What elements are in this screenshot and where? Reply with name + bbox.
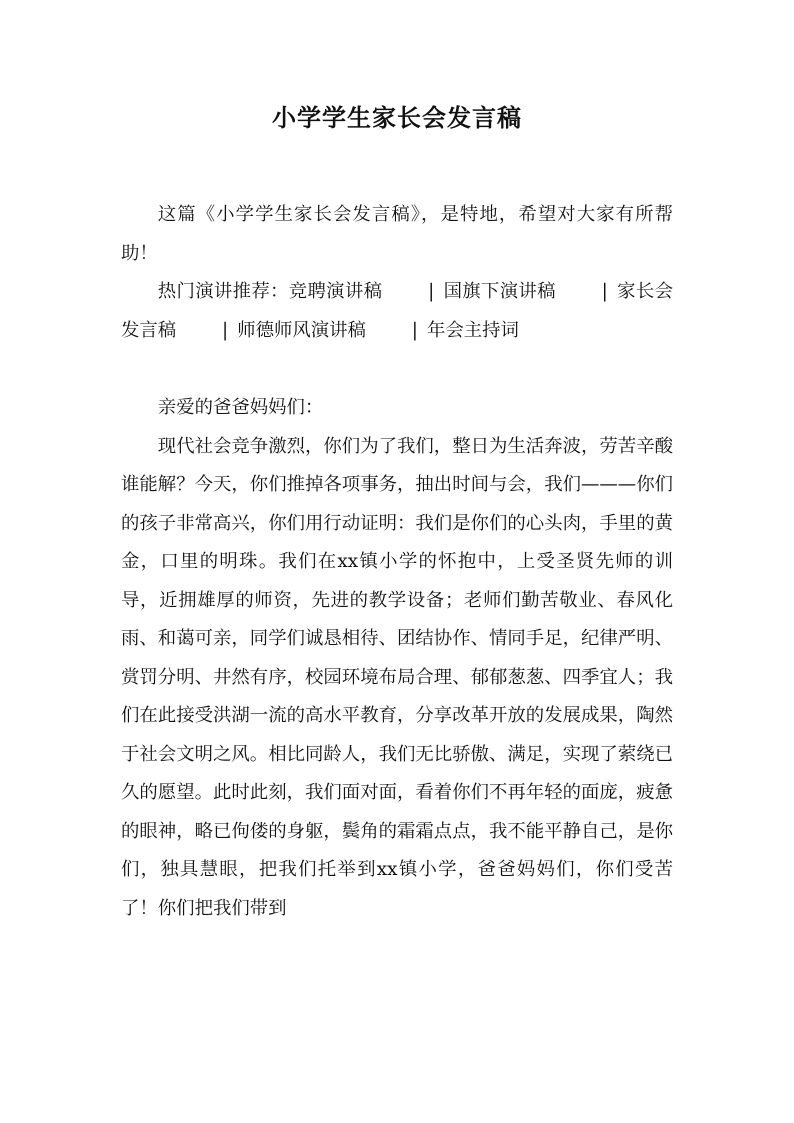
- hot-link-flag-speech[interactable]: 国旗下演讲稿: [443, 281, 556, 302]
- hot-link-parent-meeting-speech[interactable]: 家长会发言稿: [121, 281, 673, 341]
- document-title: 小学学生家长会发言稿: [272, 104, 522, 132]
- hot-link-teacher-ethics-speech[interactable]: 师德师风演讲稿: [237, 319, 366, 341]
- main-paragraph: 现代社会竞争激烈，你们为了我们，整日为生活奔波，劳苦辛酸谁能解？今天，你们推掉各项事务，抽出时间与会，我们———你们的孩子非常高兴，你们用行动证明：我们是你们的心头肉，手里的黄金，口里的明珠。我们在xx镇小学的怀抱中，上受圣贤先师的训导，近拥雄厚的师资，先进的教学设备；老师们勤苦敬业、春风化雨、和蔼可亲，同学们诚恳相待、团结协作、情同手足，纪律严明、赏罚分明、井然有序，校园环境布局合理、郁郁葱葱、四季宜人；我们在此接受洪湖一流的高水平教育，分享改革开放的发展成果，陶然于社会文明之风。相比同龄人，我们无比骄傲、满足，实现了萦绕已久的愿望。此时此刻，我们面对面，看着你们不再年轻的面庞，疲惫的眼神，略已佝偻的身躯，鬓角的霜霜点点，我不能平静自己，是你们，独具慧眼，把我们托举到xx镇小学，爸爸妈妈们，你们受苦了！你们把我们带到: [121, 435, 673, 919]
- separator: |: [601, 281, 608, 302]
- document-body: [121, 196, 673, 928]
- hot-label: 热门演讲推荐：: [157, 281, 289, 302]
- hot-link-campaign-speech[interactable]: 竞聘演讲稿: [288, 281, 383, 302]
- greeting-paragraph: 亲爱的爸爸妈妈们：: [157, 397, 324, 418]
- separator: |: [428, 281, 435, 302]
- hot-link-annual-host-script[interactable]: 年会主持词: [426, 319, 519, 341]
- separator: |: [221, 319, 229, 341]
- hot-recommendations: [121, 273, 673, 350]
- blank-line: [121, 350, 673, 389]
- separator: |: [411, 319, 418, 341]
- intro-paragraph: 这篇《小学学生家长会发言稿》，是特地，希望对大家有所帮助！: [121, 204, 673, 264]
